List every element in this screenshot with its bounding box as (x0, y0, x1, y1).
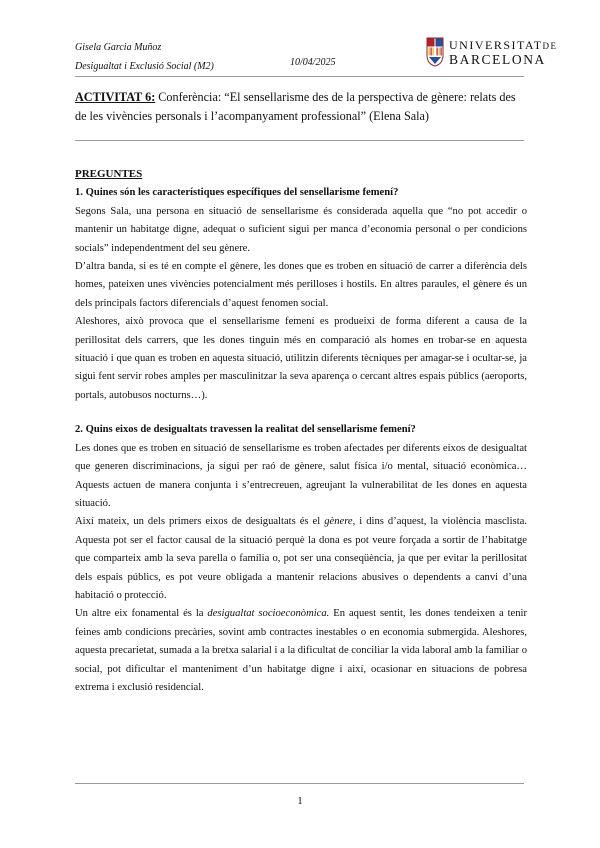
section-heading: PREGUNTES (75, 168, 143, 180)
page-header (75, 38, 214, 76)
q2-paragraph-2 (75, 513, 527, 605)
activity-title-text: Conferència: “El sensellarisme des de la perspectiva de gènere: relats des de les vivències personals i l’acompanyament professional” (Elena Sala) (75, 90, 516, 123)
university-logo (426, 37, 558, 67)
q2-paragraph-3 (75, 605, 527, 697)
activity-label: ACTIVITAT 6: (75, 90, 156, 104)
logo-word-de: DE (542, 40, 558, 51)
title-divider (75, 140, 524, 141)
logo-word-universitat: NIVERSITAT (459, 37, 543, 52)
university-seal-icon (426, 37, 444, 67)
activity-title (75, 88, 527, 125)
q2-p3-text-a: Un altre eix fonamental és la (75, 608, 208, 620)
q1-paragraph-3: Aleshores, això provoca que el sensellarisme femení es produeixi de forma diferent a causa de la perillositat dels carrers, que les dones tinguin més en comparació als homes en trobar-se en aquesta situació i que quan es troben en aquesta situació, utilitzin diferents tècniques per amagar-se i ocultar-se, ja sigui fent servir robes amples per masculinitzar la seva aparença o cercant altres espais públics (aeroports, portals, autobusos nocturns…). (75, 316, 527, 401)
header-divider (75, 76, 524, 77)
logo-initial: U (449, 37, 460, 52)
q1-paragraph-1: Segons Sala, una persona en situació de sensellarisme és considerada aquella que “no pot accedir o mantenir un habitatge digne, adequat o suficient sigui per manca d’economia personal o per condicions socials” independentment del seu gènere. (75, 205, 527, 254)
q2-p3-emphasis: desigualtat socioeconòmica. (207, 608, 330, 620)
question-2: 2. Quins eixos de desigualtats travessen la realitat del sensellarisme femení? (75, 424, 416, 436)
q2-p2-text-a: Així mateix, un dels primers eixos de desigualtats és el (75, 516, 325, 528)
header-date: 10/04/2025 (290, 57, 336, 68)
logo-word-barcelona: BARCELONA (449, 51, 546, 67)
header-course: Desigualtat i Exclusió Social (M2) (75, 61, 214, 72)
q2-p2-emphasis: gènere (324, 516, 353, 528)
q2-p2-text-b: , i dins d’aquest, la violència masclista. Aquesta pot ser el factor causal de la situació perquè la dona es pot veure forçada a sortir de l’habitatge que comparteix amb la seva parella o família o, pot ser una conseqüència, ja que per evitar la perillositat dels espais públics, es pot veure obligada a mantenir relacions abusives o dependents a canvi d’una habitació o protecció. (75, 516, 527, 601)
document-body (75, 165, 527, 697)
footer-divider (75, 783, 524, 784)
question-1: 1. Quines són les característiques específiques del sensellarisme femení? (75, 187, 399, 199)
page-number: 1 (297, 795, 303, 807)
q2-p3-text-b: En aquest sentit, les dones tendeixen a tenir feines amb condicions precàries, sovint amb contractes inestables o en economia submergida. Aleshores, aquesta precarietat, sumada a la bretxa salarial i a la dificultat de conciliar la vida laboral amb la familiar o social, pot dificultar el manteniment d’un habitatge digne i així, ocasionar en situacions de pobresa extrema i exclusió residencial. (75, 608, 527, 693)
header-author: Gisela Garcia Muñoz (75, 42, 162, 53)
q2-paragraph-1: Les dones que es troben en situació de sensellarisme es troben afectades per diferents eixos de desigualtat que generen discriminacions, ja sigui per raó de gènere, salut física i/o mental, situació econòmica… Aquests actuen de manera conjunta i s’entrecreuen, agreujant la vulnerabilitat de les dones en aquesta situació. (75, 442, 527, 509)
q1-paragraph-2: D’altra banda, si es té en compte el gènere, les dones que es troben en situació de carrer a diferència dels homes, pateixen unes vivències potencialment més perilloses i hostils. En altres paraules, el gènere és un dels principals factors diferencials d’aquest fenomen social. (75, 261, 527, 309)
